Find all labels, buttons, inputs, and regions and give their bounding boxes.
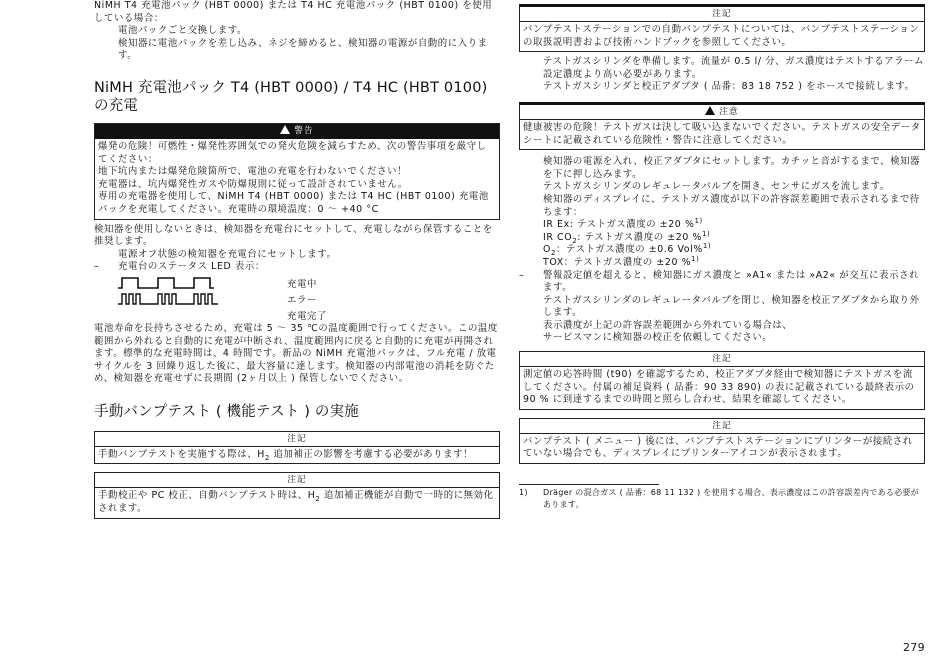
- footnote-number: 1): [519, 488, 528, 498]
- warning-text-3: 充電器は、坑内爆発性ガスや防爆規則に従って設計されていません。: [98, 178, 408, 190]
- warning-text-4: 専用の充電器を使用して、NiMH T4 (HBT 0000) または T4 HC (HBT 0100) 充電池パックを充電してください。充電時の環境温度：0 ～ +40 °C: [98, 191, 489, 215]
- note-2-title: 注記: [95, 473, 499, 488]
- step-open-valve: テストガスシリンダのレギュレータバルブを開き、センサにガスを流します。: [543, 181, 890, 193]
- tolerance-co2-b: : テストガス濃度の ±20 %: [577, 231, 702, 243]
- footnote-ref: 1): [691, 254, 700, 263]
- led-intro-row: [94, 261, 500, 274]
- tolerance-ir-ex: [519, 219, 925, 232]
- note-box-5: [519, 418, 925, 464]
- led-label-error: エラー: [287, 294, 317, 306]
- led-legend: [94, 275, 500, 323]
- tolerance-ir-co2: [519, 229, 925, 245]
- led-row-done: [118, 307, 500, 323]
- caution-box: [519, 102, 925, 150]
- note-box-2: [94, 472, 500, 518]
- warning-title: 警告: [294, 125, 314, 136]
- page-number: 279: [903, 641, 925, 654]
- footnote-text: Dräger の混合ガス ( 品番：68 11 132 ) を使用する場合、表示濃度はこの許容誤差内である必要があります。: [543, 488, 920, 510]
- step-wait-display: 検知器のディスプレイに、テストガス濃度が以下の許容誤差範囲で表示されるまで待ちます：: [543, 193, 920, 218]
- note-1-title: 注記: [95, 432, 499, 447]
- step-prepare-cylinder: テストガスシリンダを準備します。流量が 0.5 l/ 分、ガス濃度はテストするアラーム設定濃度より高い必要があります。: [543, 56, 925, 80]
- tolerance-ir-ex-text: IR Ex: テストガス濃度の ±20 %: [543, 219, 695, 231]
- alarm-text: 警報設定値を超えると、検知器にガス濃度と »A1« または »A2« が交互に表示されます。: [543, 269, 920, 294]
- note-1-text: [98, 449, 496, 462]
- step-place-device: 電源オフ状態の検知器を充電台にセットします。: [118, 248, 337, 260]
- step-power-on: 検知器の電源を入れ、校正アダプタにセットします。カチッと音がするまで、検知器を下に押し込みます。: [543, 156, 921, 180]
- note-1-text-b: 追加補正の影響を考慮する必要があります！: [269, 448, 474, 460]
- footnote-ref: 1): [702, 242, 712, 251]
- storage-text: 検知器を使用しないときは、検知器を充電台にセットして、充電しながら保管することを推奨します。: [94, 223, 493, 248]
- warning-text-1: 爆発の危険！可燃性・爆発性雰囲気での発火危険を減らすため、次の警告事項を厳守してください：: [98, 140, 487, 165]
- footnote-area: [519, 484, 925, 511]
- note-4-title: 注記: [520, 352, 924, 367]
- led-pattern-charging-icon: [118, 276, 214, 290]
- step-connect-hose: テストガスシリンダと校正アダプタ ( 品番：83 18 752 ) をホースで接続します。: [543, 81, 915, 93]
- led-pattern-error-icon: [118, 292, 218, 306]
- note-4-text: 測定値の応答時間 (t90) を確認するため、校正アダプタ経由で検知器にテストガスを流してください。付属の補足資料 ( 品番：90 33 890) の表に記載されている最終表示の 90 % に到達するまでの時間と照らし合わせ、結果を確認してください。: [523, 369, 915, 406]
- tolerance-tox-text: TOX：テストガス濃度の ±20 %: [543, 256, 692, 268]
- note-1-sub: 2: [264, 453, 270, 462]
- tolerance-co2-sub: 2: [572, 236, 578, 245]
- tolerance-o2-a: O: [543, 244, 551, 256]
- tolerance-tox: [519, 254, 925, 270]
- caution-header: [520, 105, 924, 120]
- led-label-charging: 充電中: [287, 278, 317, 290]
- dash-marker: –: [94, 261, 100, 273]
- caution-icon: [705, 106, 715, 115]
- warning-icon: [280, 125, 290, 134]
- note-2-text: [98, 490, 496, 515]
- step-contact-service: サービスマンに検知器の校正を依頼してください。: [543, 332, 773, 344]
- step-close-valve: テストガスシリンダのレギュレータバルブを閉じ、検知器を校正アダプタから取り外します。: [543, 294, 920, 319]
- tolerance-co2-a: IR CO: [543, 231, 573, 243]
- note-2-text-b: 追加補正機能が自動で一時的に無効化されます。: [98, 490, 494, 515]
- alarm-row: [519, 270, 925, 295]
- footnote-divider: [519, 484, 659, 485]
- led-row-charging: [118, 275, 500, 291]
- right-column: [519, 4, 925, 511]
- caution-text: 健康被害の危険！テストガスは決して吸い込まないでください。テストガスの安全データシートに記載されている危険性・警告に注意してください。: [523, 121, 921, 146]
- tolerance-o2-sub: 2: [550, 249, 557, 258]
- step-out-of-range: 表示濃度が上記の許容誤差範囲から外れている場合は、: [543, 319, 793, 331]
- led-intro-text: 充電台のステータス LED 表示：: [118, 261, 265, 273]
- intro-step-1: 電池パックごと交換します。: [118, 25, 247, 37]
- dash-marker: –: [519, 269, 525, 281]
- footnote-ref: 1): [702, 229, 711, 238]
- warning-box: [94, 123, 500, 220]
- intro-step-2: 検知器に電池パックを差し込み、ネジを締めると、検知器の電源が自動的に入ります。: [118, 37, 488, 62]
- note-3-text: バンプテストステーションでの自動バンプテストについては、バンプテストステーションの取扱説明書および技術ハンドブックを参照してください。: [523, 24, 920, 48]
- intro-text: NiMH T4 充電池パック (HBT 0000) または T4 HC 充電池パック (HBT 0100) を使用している場合：: [94, 0, 493, 24]
- note-box-1: [94, 431, 500, 465]
- led-label-done: 充電完了: [287, 310, 327, 322]
- note-box-3: [519, 4, 925, 52]
- note-3-title: 注記: [520, 7, 924, 22]
- warning-text-2: 地下坑内または爆発危険箇所で、電池の充電を行わないでください！: [98, 166, 408, 178]
- warning-header: [95, 124, 499, 139]
- tolerance-o2-b: ：テストガス濃度の ±0.6 Vol%: [556, 244, 703, 256]
- note-2-text-a: 手動校正や PC 校正、自動バンプテスト時は、H: [98, 490, 316, 502]
- heading-charging: NiMH 充電池パック T4 (HBT 0000) / T4 HC (HBT 0100) の充電: [94, 79, 488, 114]
- note-5-text: バンプテスト ( メニュー ) 後には、バンプテストステーションにプリンターが接続されていない場合でも、ディスプレイにプリンターアイコンが表示されます。: [523, 435, 913, 460]
- footnote: [519, 487, 925, 511]
- left-column: [94, 0, 500, 519]
- note-5-title: 注記: [520, 419, 924, 434]
- note-1-text-a: 手動バンプテストを実施する際は、H: [98, 448, 265, 460]
- caution-title: 注意: [719, 106, 739, 117]
- tolerance-o2: [519, 244, 925, 257]
- battery-life-text: 電池寿命を長持ちさせるため、充電は 5 ～ 35 ℃の温度範囲で行ってください。この温度範囲から外れると自動的に充電が中断され、温度範囲内に戻ると自動的に充電が再開されます。標準的な充電時間は、4 時間です。新品の NiMH 充電池パックは、フル充電 / 放電サイクルを 3 回繰り返した後に、最大容量に達します。検知器の内部電池の消耗を防ぐため、検知器を充電せずに長期間 (2ヶ月以上 ) 保管しないでください。: [94, 322, 498, 385]
- led-row-error: [118, 291, 500, 307]
- note-box-4: [519, 351, 925, 410]
- footnote-ref: 1): [694, 217, 703, 225]
- note-2-sub: 2: [315, 495, 321, 504]
- heading-bump-test: 手動バンプテスト ( 機能テスト ) の実施: [94, 403, 359, 420]
